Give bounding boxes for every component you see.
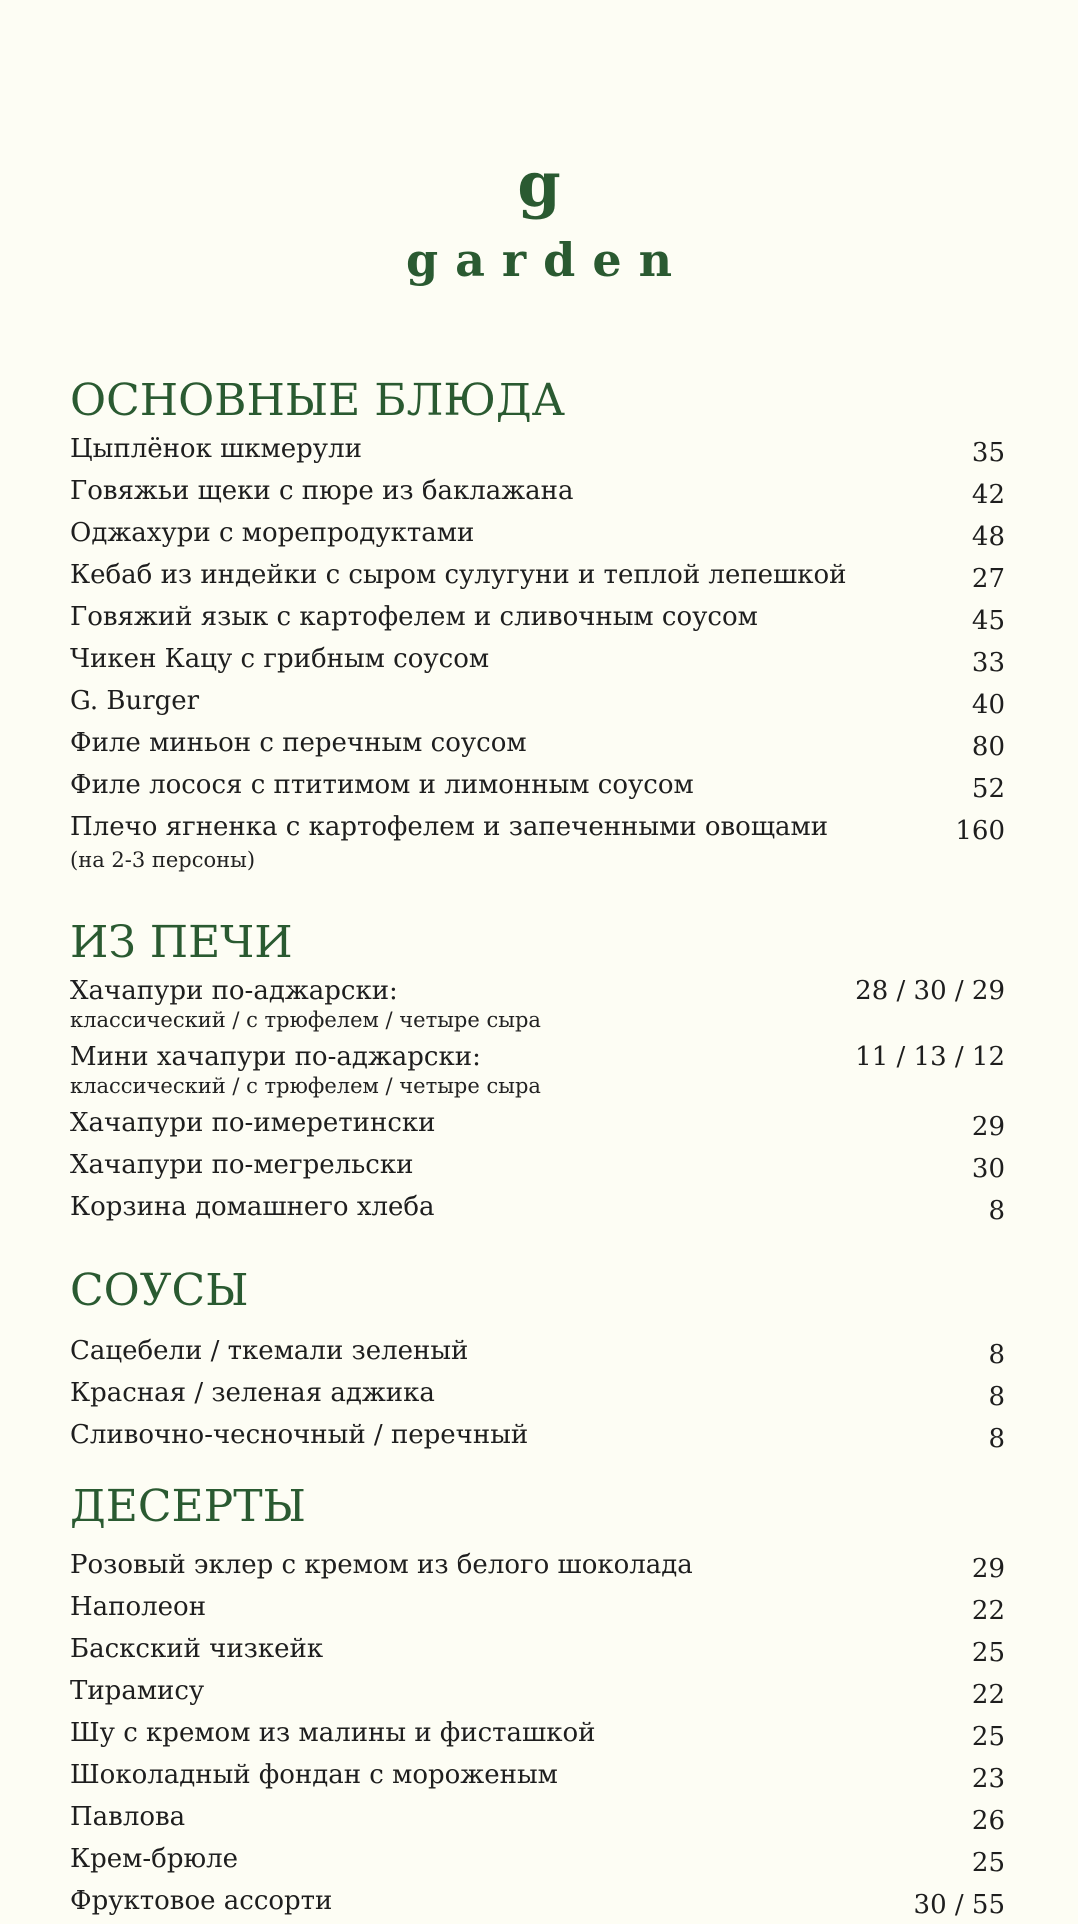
menu-item <box>70 808 1005 850</box>
menu-item <box>70 1104 1005 1146</box>
item-name: Наполеон <box>70 1592 207 1622</box>
menu-item <box>70 1882 1005 1924</box>
menu-item <box>70 598 1005 640</box>
item-price: 8 <box>988 1382 1005 1412</box>
menu-item <box>70 1630 1005 1672</box>
item-name: Баскский чизкейк <box>70 1634 324 1664</box>
menu-item <box>70 1416 1005 1458</box>
item-name: Чикен Кацу с грибным соусом <box>70 644 490 674</box>
item-name: Оджахури с морепродуктами <box>70 518 475 548</box>
menu-item <box>70 1332 1005 1374</box>
menu-item <box>70 556 1005 598</box>
item-price: 25 <box>971 1638 1005 1668</box>
item-note: классический / с трюфелем / четыре сыра <box>70 1074 541 1098</box>
logo-wordmark: garden <box>405 233 690 287</box>
section-items-mains <box>70 430 1005 874</box>
item-price: 8 <box>988 1340 1005 1370</box>
item-price: 27 <box>971 564 1005 594</box>
menu <box>70 372 1005 1924</box>
section-items-desserts <box>70 1546 1005 1924</box>
item-price: 22 <box>971 1596 1005 1626</box>
item-name: Розовый эклер с кремом из белого шоколада <box>70 1550 693 1580</box>
item-name: Тирамису <box>70 1676 205 1706</box>
item-note: классический / с трюфелем / четыре сыра <box>70 1008 541 1032</box>
menu-item <box>70 1672 1005 1714</box>
menu-item <box>70 1546 1005 1588</box>
menu-item <box>70 1188 1005 1230</box>
item-name: Корзина домашнего хлеба <box>70 1192 435 1222</box>
item-price: 29 <box>971 1554 1005 1584</box>
item-name: Кебаб из индейки с сыром сулугуни и теплой лепешкой <box>70 560 847 590</box>
menu-item <box>70 640 1005 682</box>
item-name: Плечо ягненка с картофелем и запеченными овощами <box>70 812 829 842</box>
menu-item <box>70 766 1005 808</box>
menu-item <box>70 1038 1005 1076</box>
item-price: 30 / 55 <box>913 1890 1005 1920</box>
item-price: 33 <box>971 648 1005 678</box>
item-name: Сацебели / ткемали зеленый <box>70 1336 469 1366</box>
item-name: Красная / зеленая аджика <box>70 1378 435 1408</box>
logo-mark: g <box>517 148 561 221</box>
item-price: 35 <box>971 438 1005 468</box>
menu-item <box>70 1840 1005 1882</box>
item-price: 8 <box>988 1424 1005 1454</box>
item-name: Говяжий язык с картофелем и сливочным соусом <box>70 602 758 632</box>
item-name: Говяжьи щеки с пюре из баклажана <box>70 476 574 506</box>
item-name: Шоколадный фондан с мороженым <box>70 1760 558 1790</box>
item-name: Филе миньон с перечным соусом <box>70 728 527 758</box>
menu-item <box>70 514 1005 556</box>
item-price: 25 <box>971 1722 1005 1752</box>
item-price: 11 / 13 / 12 <box>855 1042 1005 1072</box>
item-price: 29 <box>971 1112 1005 1142</box>
section-items-sauces <box>70 1332 1005 1458</box>
menu-item <box>70 1146 1005 1188</box>
section-items-oven <box>70 972 1005 1230</box>
item-name: Филе лосося с птитимом и лимонным соусом <box>70 770 694 800</box>
menu-item <box>70 472 1005 514</box>
item-name: Хачапури по-аджарски: <box>70 976 398 1006</box>
item-price: 8 <box>988 1196 1005 1226</box>
menu-item <box>70 1756 1005 1798</box>
menu-item <box>70 1714 1005 1756</box>
item-name: Павлова <box>70 1802 186 1832</box>
item-price: 26 <box>971 1806 1005 1836</box>
menu-item <box>70 430 1005 472</box>
section-title-sauces: СОУСЫ <box>70 1265 249 1316</box>
item-name: Хачапури по-мегрельски <box>70 1150 414 1180</box>
item-price: 160 <box>955 816 1005 846</box>
menu-item <box>70 682 1005 724</box>
menu-item <box>70 1588 1005 1630</box>
item-name: Крем-брюле <box>70 1844 238 1874</box>
item-price: 22 <box>971 1680 1005 1710</box>
item-price: 30 <box>971 1154 1005 1184</box>
item-price: 48 <box>971 522 1005 552</box>
item-price: 40 <box>971 690 1005 720</box>
section-title-oven: ИЗ ПЕЧИ <box>70 917 293 968</box>
item-price: 42 <box>971 480 1005 510</box>
item-price: 80 <box>971 732 1005 762</box>
item-name: Хачапури по-имеретински <box>70 1108 436 1138</box>
item-name: G. Burger <box>70 686 200 716</box>
item-price: 25 <box>971 1848 1005 1878</box>
menu-item <box>70 1374 1005 1416</box>
menu-item <box>70 972 1005 1010</box>
item-price: 28 / 30 / 29 <box>855 976 1005 1006</box>
section-title-desserts: ДЕСЕРТЫ <box>70 1481 306 1532</box>
item-name: Мини хачапури по-аджарски: <box>70 1042 481 1072</box>
item-name: Цыплёнок шкмерули <box>70 434 362 464</box>
item-name: Сливочно-чесночный / перечный <box>70 1420 529 1450</box>
restaurant-logo <box>0 140 1078 290</box>
item-name: Шу с кремом из малины и фисташкой <box>70 1718 596 1748</box>
section-title-mains: ОСНОВНЫЕ БЛЮДА <box>70 375 565 426</box>
menu-item <box>70 724 1005 766</box>
item-price: 23 <box>971 1764 1005 1794</box>
item-price: 52 <box>971 774 1005 804</box>
item-price: 45 <box>971 606 1005 636</box>
item-note: (на 2-3 персоны) <box>70 848 256 872</box>
item-name: Фруктовое ассорти <box>70 1886 333 1916</box>
menu-item <box>70 1798 1005 1840</box>
